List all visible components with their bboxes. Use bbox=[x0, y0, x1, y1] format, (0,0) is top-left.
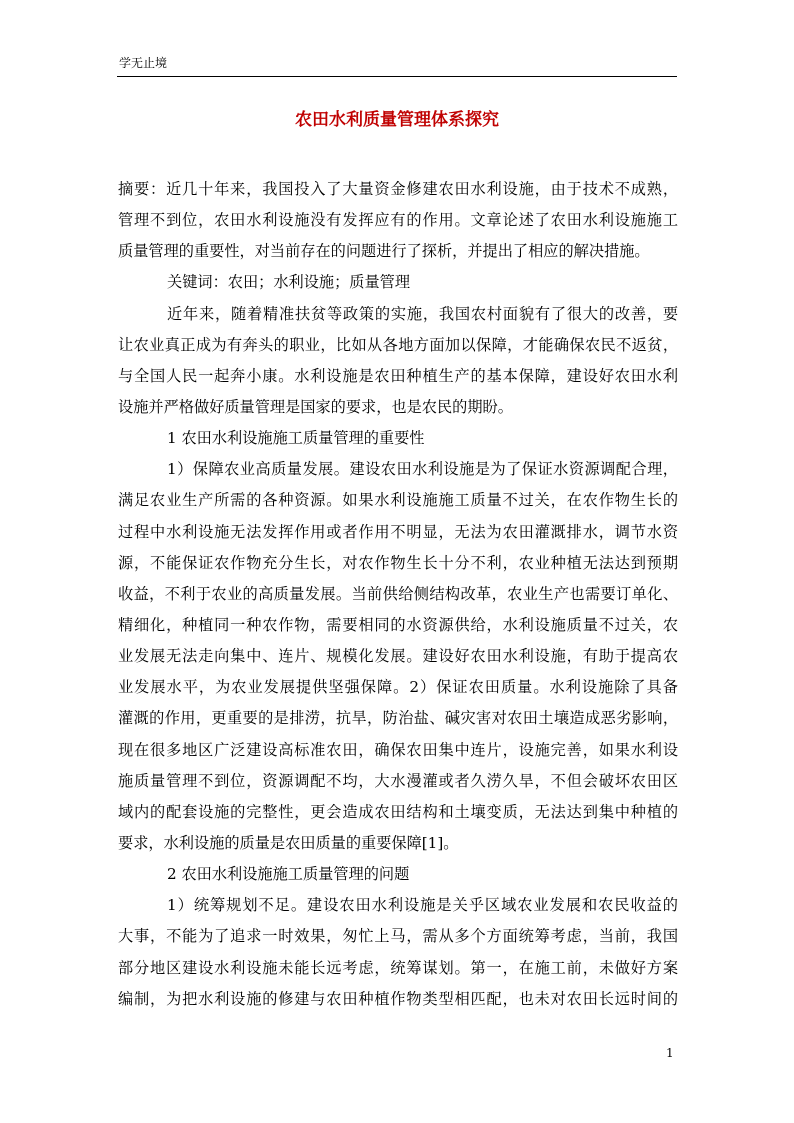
section-heading-1: 1 农田水利设施施工质量管理的重要性 bbox=[167, 429, 425, 448]
body-line: 满足农业生产所需的各种资源。如果水利设施施工质量不过关，在农作物生长的 bbox=[118, 491, 678, 510]
page-number: 1 bbox=[666, 1046, 674, 1060]
body-line: 1）统筹规划不足。建设农田水利设施是关乎区域农业发展和农民收益的 bbox=[167, 896, 678, 915]
body-line: 摘要：近几十年来，我国投入了大量资金修建农田水利设施，由于技术不成熟， bbox=[118, 180, 678, 198]
body-line: 大事，不能为了追求一时效果，匆忙上马，需从多个方面统筹考虑，当前，我国 bbox=[118, 927, 678, 946]
body-line: 编制，为把水利设施的修建与农田种植作物类型相匹配，也未对农田长远时间的 bbox=[118, 989, 678, 1008]
body-line: 要求，水利设施的质量是农田质量的重要保障[1]。 bbox=[118, 833, 459, 852]
document-body bbox=[118, 174, 678, 1015]
body-line: 设施并严格做好质量管理是国家的要求，也是农民的期盼。 bbox=[118, 397, 513, 416]
body-line: 1）保障农业高质量发展。建设农田水利设施是为了保证水资源调配合理， bbox=[167, 460, 678, 479]
body-line: 过程中水利设施无法发挥作用或者作用不明显，无法为农田灌溉排水，调节水资 bbox=[118, 522, 678, 541]
body-line: 灌溉的作用，更重要的是排涝，抗旱，防治盐、碱灾害对农田土壤造成恶劣影响， bbox=[118, 709, 678, 728]
body-line: 管理不到位，农田水利设施没有发挥应有的作用。文章论述了农田水利设施施工 bbox=[118, 211, 678, 230]
document-title: 农田水利质量管理体系探究 bbox=[295, 110, 499, 130]
body-line: 与全国人民一起奔小康。水利设施是农田种植生产的基本保障，建设好农田水利 bbox=[118, 366, 678, 385]
body-line: 业发展无法走向集中、连片、规模化发展。建设好农田水利设施，有助于提高农 bbox=[118, 647, 678, 666]
body-line: 业发展水平，为农业发展提供坚强保障。2）保证农田质量。水利设施除了具备 bbox=[118, 678, 678, 697]
body-line: 施质量管理不到位，资源调配不均，大水漫灌或者久涝久旱，不但会破坏农田区 bbox=[118, 771, 678, 790]
body-line: 源，不能保证农作物充分生长，对农作物生长十分不利，农业种植无法达到预期 bbox=[118, 553, 678, 572]
body-line: 现在很多地区广泛建设高标准农田，确保农田集中连片，设施完善，如果水利设 bbox=[118, 740, 678, 759]
section-heading-2: 2 农田水利设施施工质量管理的问题 bbox=[167, 865, 410, 884]
body-line: 部分地区建设水利设施未能长远考虑，统筹谋划。第一，在施工前，未做好方案 bbox=[118, 958, 678, 977]
body-line: 质量管理的重要性，对当前存在的问题进行了探析，并提出了相应的解决措施。 bbox=[118, 242, 650, 261]
body-line: 域内的配套设施的完整性，更会造成农田结构和土壤变质，无法达到集中种植的 bbox=[118, 802, 678, 821]
keywords-line: 关键词：农田；水利设施；质量管理 bbox=[167, 273, 410, 292]
body-line: 收益，不利于农业的高质量发展。当前供给侧结构改革，农业生产也需要订单化、 bbox=[118, 584, 678, 603]
header-label: 学无止境 bbox=[119, 56, 168, 70]
body-line: 让农业真正成为有奔头的职业，比如从各地方面加以保障，才能确保农民不返贫， bbox=[118, 335, 678, 354]
body-line: 近年来，随着精准扶贫等政策的实施，我国农村面貌有了很大的改善，要 bbox=[167, 304, 678, 323]
header-rule bbox=[117, 76, 677, 77]
body-line: 精细化，种植同一种农作物，需要相同的水资源供给，水利设施质量不过关，农 bbox=[118, 615, 678, 634]
